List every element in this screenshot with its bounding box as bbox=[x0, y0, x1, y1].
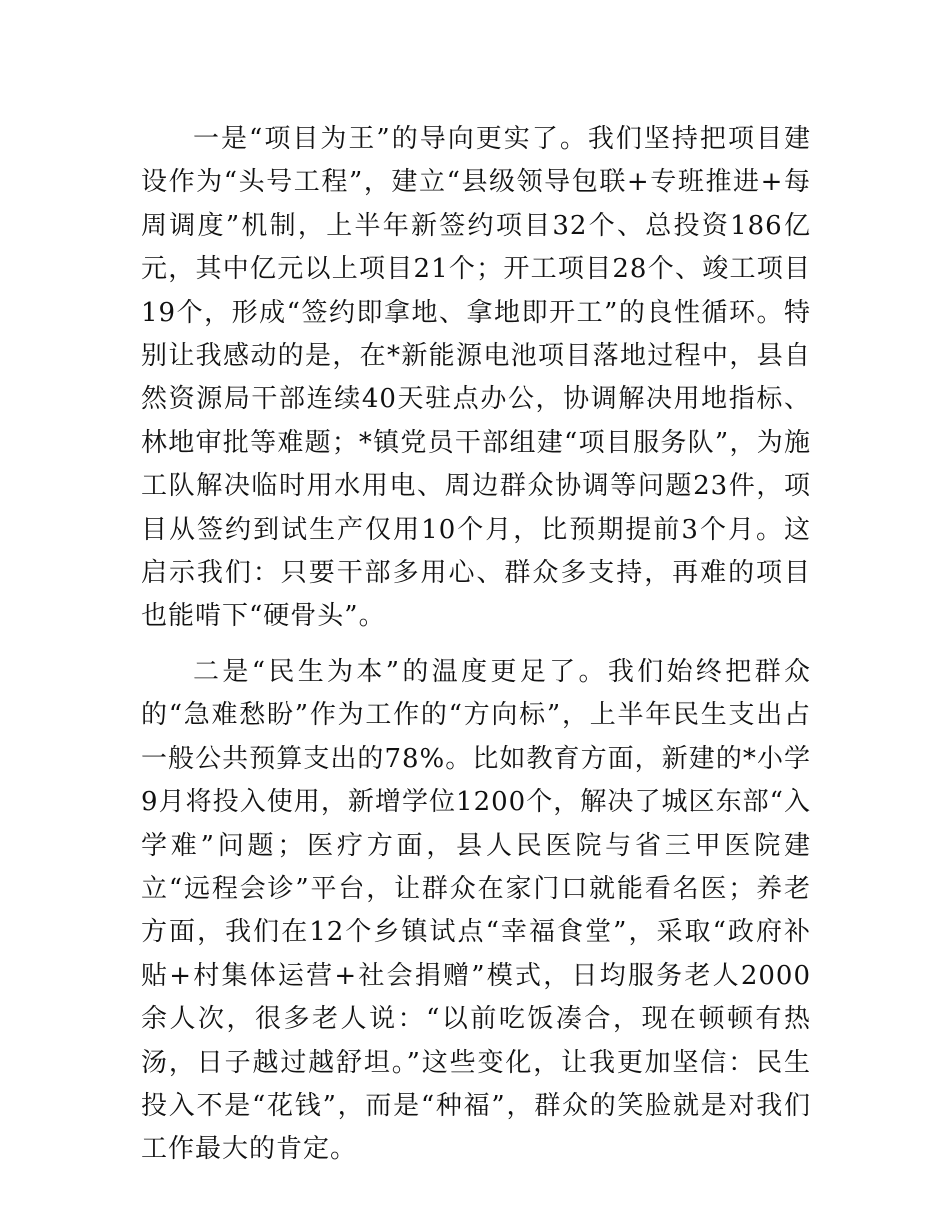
paragraph-livelihood-priority: 二是“民生为本”的温度更足了。我们始终把群众的“急难愁盼”作为工作的“方向标”，上半年民生支出占一般公共预算支出的78%。比如教育方面，新建的*小学9月将投入使用，新增学位1200个，解决了城区东部“入学难”问题；医疗方面，县人民医院与省三甲医院建立“远程会诊”平台，让群众在家门口就能看名医；养老方面，我们在12个乡镇试点“幸福食堂”，采取“政府补贴+村集体运营+社会捐赠”模式，日均服务老人2000余人次，很多老人说：“以前吃饭凑合，现在顿顿有热汤，日子越过越舒坦。”这些变化，让我更加坚信：民生投入不是“花钱”，而是“种福”，群众的笑脸就是对我们工作最大的肯定。 bbox=[141, 656, 811, 1165]
document-body bbox=[141, 118, 811, 1172]
paragraph-project-priority: 一是“项目为王”的导向更实了。我们坚持把项目建设作为“头号工程”，建立“县级领导包联+专班推进+每周调度”机制，上半年新签约项目32个、总投资186亿元，其中亿元以上项目21个；开工项目28个、竣工项目19个，形成“签约即拿地、拿地即开工”的良性循环。特别让我感动的是，在*新能源电池项目落地过程中，县自然资源局干部连续40天驻点办公，协调解决用地指标、林地审批等难题；*镇党员干部组建“项目服务队”，为施工队解决临时用水用电、周边群众协调等问题23件，项目从签约到试生产仅用10个月，比预期提前3个月。这启示我们：只要干部多用心、群众多支持，再难的项目也能啃下“硬骨头”。 bbox=[141, 124, 811, 632]
